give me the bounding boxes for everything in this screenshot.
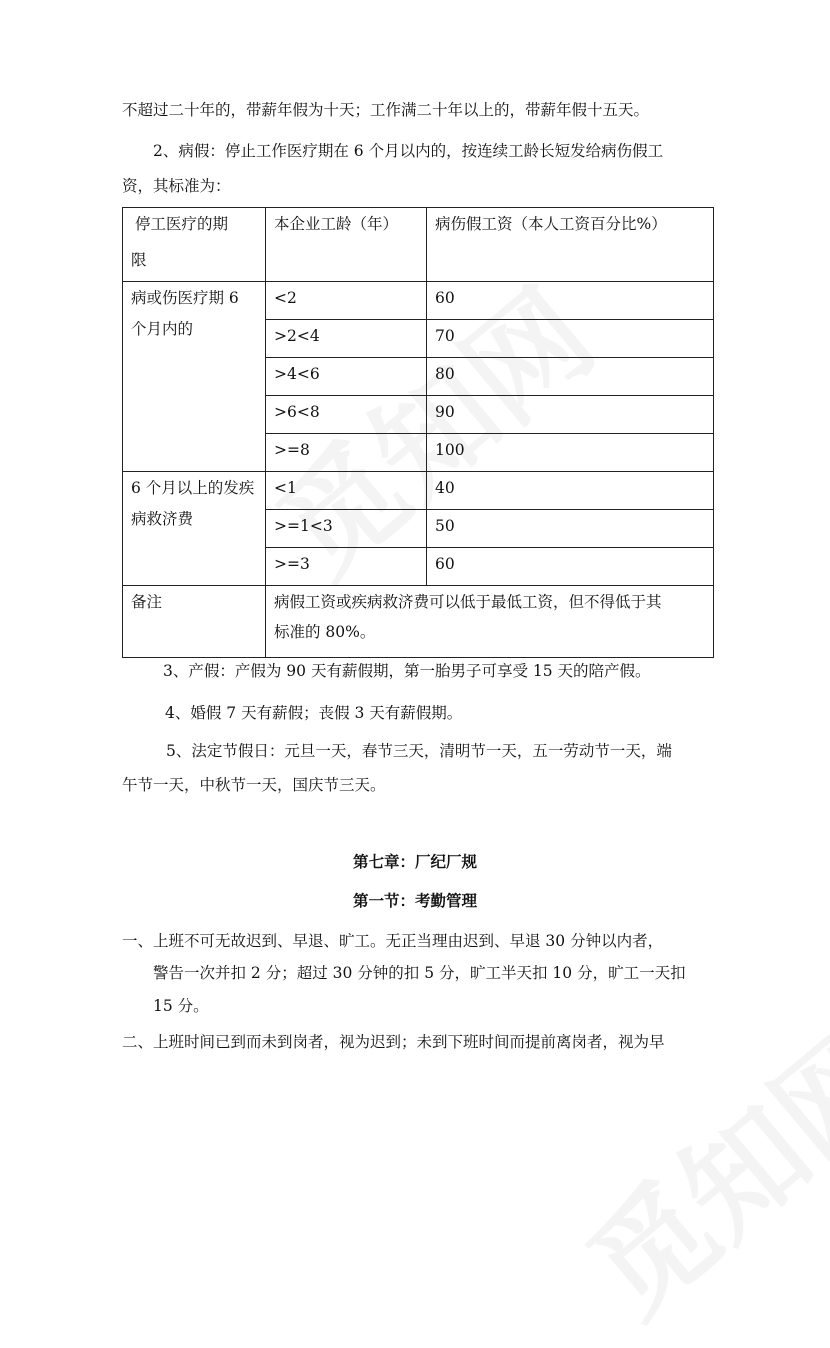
seniority-cell: <1	[266, 472, 427, 510]
seniority-cell: <2	[266, 282, 427, 320]
percent-cell: 100	[427, 434, 714, 472]
percent-cell: 80	[427, 358, 714, 396]
note-text	[266, 586, 714, 658]
seniority-cell: >6<8	[266, 396, 427, 434]
rule1-line1: 一、上班不可无故迟到、早退、旷工。无正当理由迟到、早退 30 分钟以内者，	[122, 932, 664, 950]
note-line2: 标准的 80%。	[274, 623, 376, 641]
chapter-title: 第七章：厂纪厂规	[352, 852, 477, 871]
percent-cell: 70	[427, 320, 714, 358]
note-label: 备注	[123, 586, 266, 658]
percent-cell: 60	[427, 282, 714, 320]
table-row	[123, 472, 714, 510]
percent-cell: 60	[427, 548, 714, 586]
seniority-cell: >4<6	[266, 358, 427, 396]
sick-pay-table	[122, 207, 714, 658]
seniority-cell: >=1<3	[266, 510, 427, 548]
header-period-line2: 限	[131, 251, 147, 269]
header-percent: 病伤假工资（本人工资百分比%）	[427, 208, 714, 282]
rule2-line1: 二、上班时间已到而未到岗者，视为迟到；未到下班时间而提前离岗者，视为早	[122, 1033, 665, 1051]
header-period-line1: 停工医疗的期	[135, 215, 229, 233]
holidays-line2: 午节一天，中秋节一天，国庆节三天。	[122, 776, 386, 794]
group2-label	[123, 472, 266, 586]
seniority-cell: >2<4	[266, 320, 427, 358]
paragraph-annual-leave: 不超过二十年的，带薪年假为十天；工作满二十年以上的，带薪年假十五天。	[122, 101, 650, 119]
group1-label-line2: 个月内的	[131, 320, 194, 338]
group1-label	[123, 282, 266, 472]
section-title: 第一节：考勤管理	[352, 891, 477, 910]
rule1-line2: 警告一次并扣 2 分；超过 30 分钟的扣 5 分，旷工半天扣 10 分，旷工一天扣	[153, 964, 686, 982]
maternity-leave: 3、产假：产假为 90 天有薪假期，第一胎男子可享受 15 天的陪产假。	[163, 662, 651, 680]
seniority-cell: >=8	[266, 434, 427, 472]
holidays-line1: 5、法定节假日：元旦一天，春节三天，清明节一天，五一劳动节一天，端	[166, 742, 672, 760]
table-row	[123, 282, 714, 320]
group2-label-line1: 6 个月以上的发疾	[131, 479, 255, 497]
note-row	[123, 586, 714, 658]
sick-leave-line2: 资，其标准为：	[122, 177, 231, 195]
marriage-leave: 4、婚假 7 天有薪假；丧假 3 天有薪假期。	[165, 704, 463, 722]
rule1-line3: 15 分。	[153, 997, 209, 1015]
group1-label-line1: 病或伤医疗期 6	[131, 289, 239, 307]
group2-label-line2: 病救济费	[131, 510, 194, 528]
table-header-row	[123, 208, 714, 282]
header-period	[123, 208, 266, 282]
header-seniority: 本企业工龄（年）	[266, 208, 427, 282]
seniority-cell: >=3	[266, 548, 427, 586]
percent-cell: 90	[427, 396, 714, 434]
percent-cell: 40	[427, 472, 714, 510]
percent-cell: 50	[427, 510, 714, 548]
note-line1: 病假工资或疾病救济费可以低于最低工资，但不得低于其	[274, 593, 662, 611]
sick-leave-line1: 2、病假：停止工作医疗期在 6 个月以内的，按连续工龄长短发给病伤假工	[153, 142, 664, 160]
